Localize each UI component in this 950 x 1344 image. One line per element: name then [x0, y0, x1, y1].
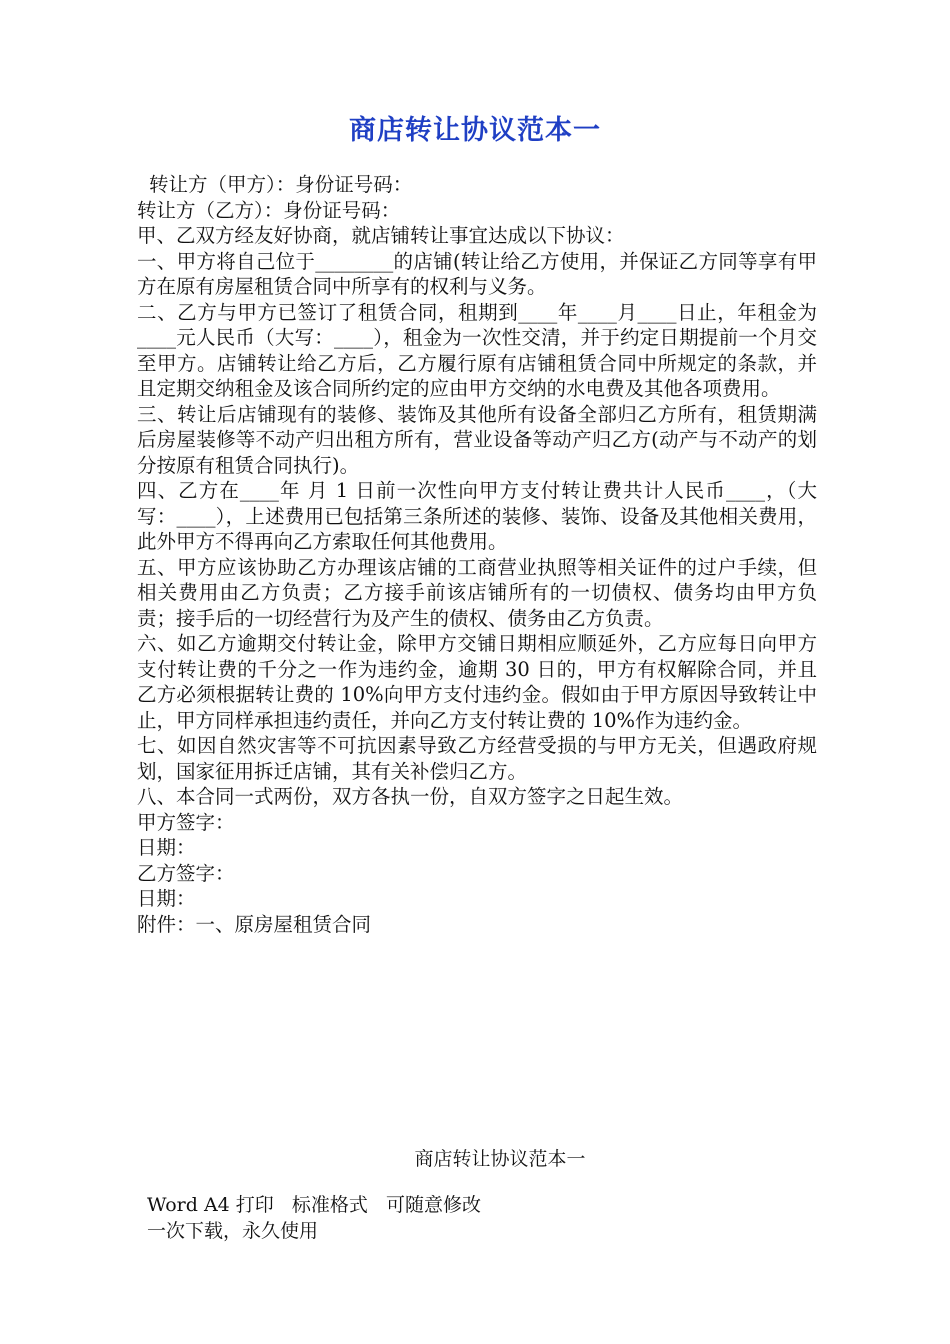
document-title: 商店转让协议范本一 [349, 115, 601, 146]
party-a-signature: 甲方签字： [137, 810, 235, 834]
party-b-line: 转让方（乙方）：身份证号码： [137, 198, 401, 222]
clause-7: 七、如因自然灾害等不可抗因素导致乙方经营受损的与甲方无关，但遇政府规划，国家征用拆迁店铺，其有关补偿归乙方。 [137, 734, 817, 783]
party-a-line: 转让方（甲方）：身份证号码： [149, 173, 413, 196]
clause-4: 四、乙方在____年 月 1 日前一次性向甲方支付转让费共计人民币____，（大写：____），上述费用已包括第三条所述的装修、装饰、设备及其他相关费用，此外甲方不得再向乙方索取任何其他费用。 [137, 479, 817, 553]
clause-5: 五、甲方应该协助乙方办理该店铺的工商营业执照等相关证件的过户手续，但相关费用由乙方负责；乙方接手前该店铺所有的一切债权、债务均由甲方负责；接手后的一切经营行为及产生的债权、债务由乙方负责。 [137, 555, 817, 630]
footer-title: 商店转让协议范本一 [414, 1148, 586, 1170]
clause-6: 六、如乙方逾期交付转让金，除甲方交铺日期相应顺延外，乙方应每日向甲方支付转让费的千分之一作为违约金，逾期 30 日的，甲方有权解除合同，并且乙方必须根据转让费的 10%向甲方支付违约金。假如由于甲方原因导致转让中止，甲方同样承担违约责任，并向乙方支付转让费的 10%作为违约金。 [137, 632, 817, 732]
preamble-paragraph: 甲、乙双方经友好协商，就店铺转让事宜达成以下协议： [137, 224, 625, 247]
attachment-line: 附件：一、原房屋租赁合同 [137, 912, 372, 936]
party-b-signature: 乙方签字： [137, 861, 235, 885]
clause-2: 二、乙方与甲方已签订了租赁合同，租期到____年____月____日止，年租金为____元人民币（大写：____），租金为一次性交清，并于约定日期提前一个月交至甲方。店铺转让给乙方后，乙方履行原有店铺租赁合同中所规定的条款，并且定期交纳租金及该合同所约定的应由甲方交纳的水电费及其他各项费用。 [137, 300, 817, 400]
party-b-date: 日期： [137, 887, 196, 910]
agreement-body [137, 172, 817, 937]
footer-note [147, 1192, 481, 1244]
clause-3: 三、转让后店铺现有的装修、装饰及其他所有设备全部归乙方所有，租赁期满后房屋装修等不动产归出租方所有，营业设备等动产归乙方(动产与不动产的划分按原有租赁合同执行)。 [137, 402, 817, 477]
clause-8: 八、本合同一式两份，双方各执一份，自双方签字之日起生效。 [137, 785, 684, 808]
footer-line-2: 一次下载，永久使用 [147, 1220, 319, 1242]
party-a-date: 日期： [137, 836, 196, 859]
clause-1: 一、甲方将自己位于________的店铺(转让给乙方使用，并保证乙方同等享有甲方在原有房屋租赁合同中所享有的权利与义务。 [137, 249, 817, 298]
footer-line-1: Word A4 打印 标准格式 可随意修改 [147, 1194, 482, 1216]
